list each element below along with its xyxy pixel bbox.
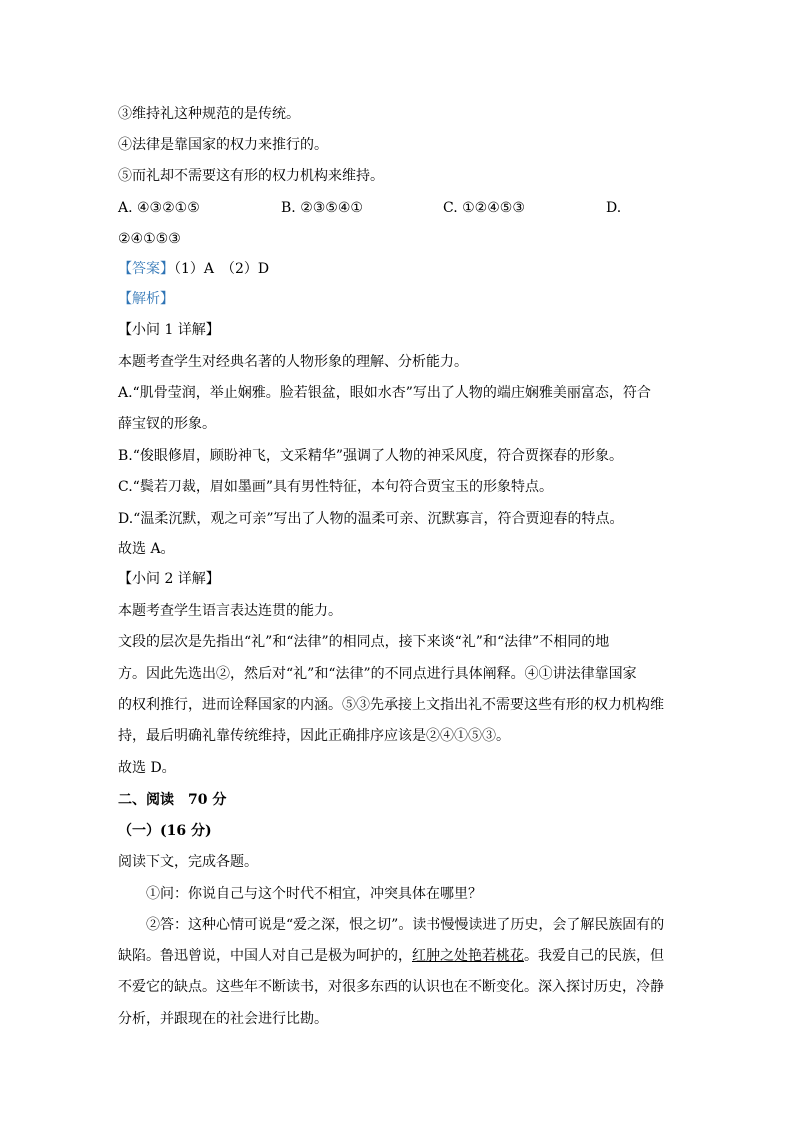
instruction: 阅读下文，完成各题。 bbox=[118, 854, 258, 870]
passage-paragraph-2-line-4: 分析，并跟现在的社会进行比勘。 bbox=[118, 1011, 328, 1027]
sub1-line-3: 薛宝钗的形象。 bbox=[118, 416, 216, 432]
analysis-tag: 【解析】 bbox=[118, 291, 174, 307]
option-d-continued: ②④①⑤③ bbox=[118, 231, 181, 247]
sub2-heading: 【小问 2 详解】 bbox=[118, 571, 220, 587]
sub1-line-5: C.“鬓若刀裁，眉如墨画”具有男性特征，本句符合贾宝玉的形象特点。 bbox=[118, 479, 553, 495]
sub2-line-3: 方。因此先选出②，然后对“礼”和“法律”的不同点进行具体阐释。④①讲法律靠国家 bbox=[118, 666, 637, 682]
underlined-phrase: 红肿之处艳若桃花 bbox=[412, 948, 524, 964]
option-c: C. ①②④⑤③ bbox=[443, 200, 525, 216]
part-title: （一）(16 分) bbox=[118, 823, 212, 839]
sub1-line-1: 本题考查学生对经典名著的人物形象的理解、分析能力。 bbox=[118, 354, 468, 370]
passage-paragraph-2-line-1: ②答：这种心情可说是“爱之深，恨之切”。读书慢慢读进了历史，会了解民族固有的 bbox=[146, 917, 665, 933]
sub1-line-7: 故选 A。 bbox=[118, 541, 175, 557]
section-title: 二、阅读 70 分 bbox=[118, 792, 227, 808]
option-a: A. ④③②①⑤ bbox=[118, 200, 200, 216]
answer-text: （1）A （2）D bbox=[174, 261, 270, 277]
answer-line bbox=[118, 259, 269, 279]
passage-text: 缺陷。鲁迅曾说，中国人对自己是极为呵护的， bbox=[118, 948, 412, 964]
passage-paragraph-1: ①问：你说自己与这个时代不相宜，冲突具体在哪里？ bbox=[146, 886, 482, 902]
sub2-line-5: 持，最后明确礼靠传统维持，因此正确排序应该是②④①⑤③。 bbox=[118, 728, 510, 744]
sub1-heading: 【小问 1 详解】 bbox=[118, 322, 220, 338]
passage-text: 。我爱自己的民族，但 bbox=[524, 948, 664, 964]
sub1-line-4: B.“俊眼修眉，顾盼神飞，文采精华”强调了人物的神采风度，符合贾探春的形象。 bbox=[118, 448, 624, 464]
sub2-line-4: 的权利推行，进而诠释国家的内涵。⑤③先承接上文指出礼不需要这些有形的权力机构维 bbox=[118, 697, 664, 713]
passage-paragraph-2-line-2 bbox=[118, 946, 664, 966]
option-b: B. ②③⑤④① bbox=[281, 200, 363, 216]
sub1-line-6: D.“温柔沉默，观之可亲”写出了人物的温柔可亲、沉默寡言，符合贾迎春的特点。 bbox=[118, 511, 624, 527]
option-d: D. bbox=[606, 200, 622, 216]
passage-paragraph-2-line-3: 不爱它的缺点。这些年不断读书，对很多东西的认识也在不断变化。深入探讨历史，冷静 bbox=[118, 979, 664, 995]
sub2-line-1: 本题考查学生语言表达连贯的能力。 bbox=[118, 603, 342, 619]
question-line-3: ③维持礼这种规范的是传统。 bbox=[118, 106, 300, 122]
sub1-line-2: A.“肌骨莹润，举止娴雅。脸若银盆，眼如水杏”写出了人物的端庄娴雅美丽富态，符合 bbox=[118, 385, 651, 401]
sub2-line-6: 故选 D。 bbox=[118, 760, 176, 776]
answer-tag: 【答案】 bbox=[118, 261, 174, 277]
sub2-line-2: 文段的层次是先指出“礼”和“法律”的相同点，接下来谈“礼”和“法律”不相同的地 bbox=[118, 634, 610, 650]
question-line-5: ⑤而礼却不需要这有形的权力机构来维持。 bbox=[118, 168, 384, 184]
question-line-4: ④法律是靠国家的权力来推行的。 bbox=[118, 137, 328, 153]
